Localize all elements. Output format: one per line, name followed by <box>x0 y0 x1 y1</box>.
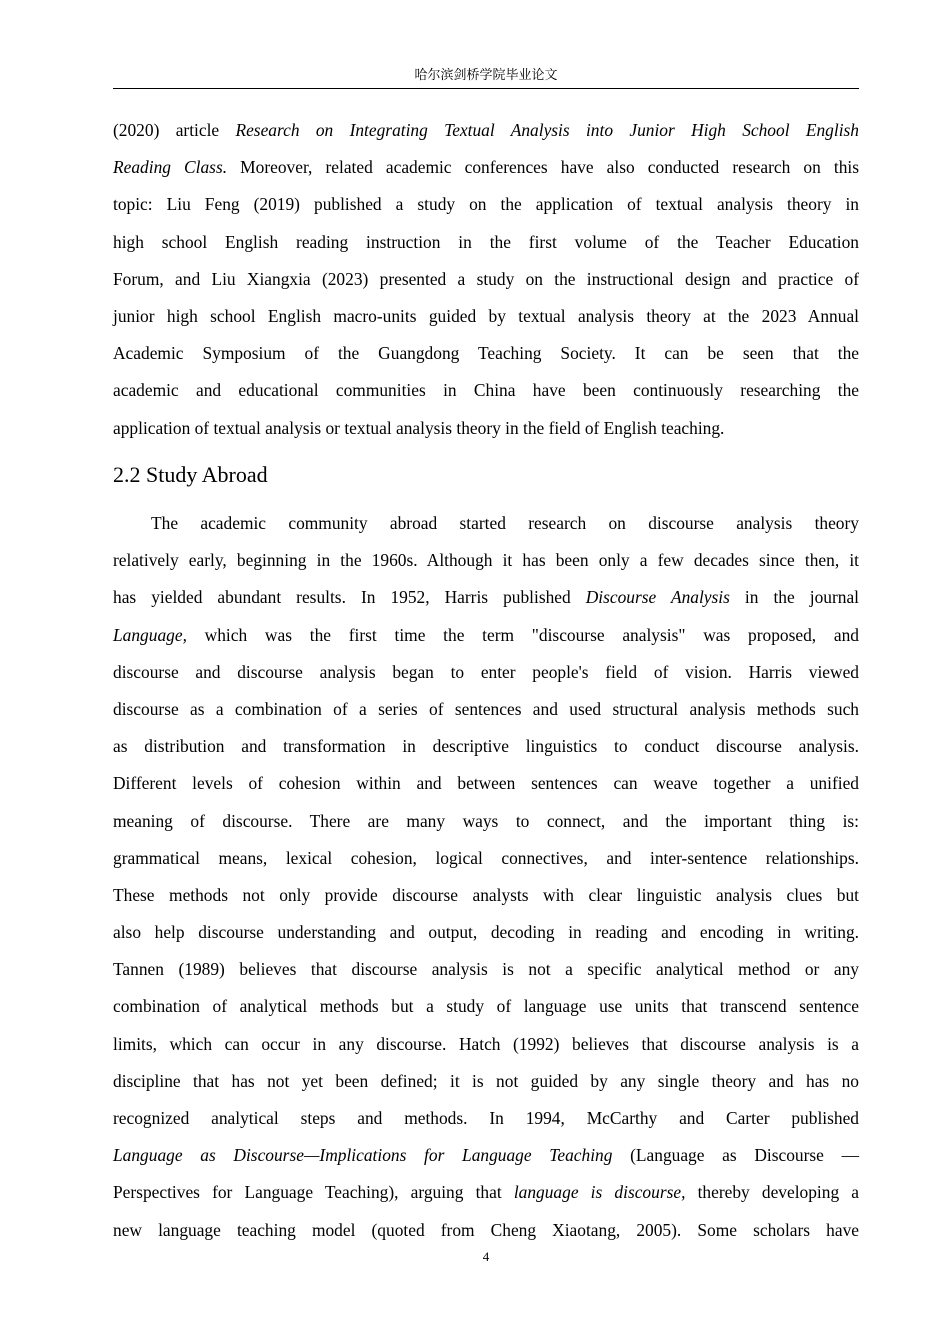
text-line <box>113 914 859 951</box>
text-run: relatively early, beginning in the 1960s. Although it has been only a few decades since then, it <box>113 550 859 571</box>
text-line <box>113 840 859 877</box>
italic-text: Language, <box>113 624 187 645</box>
paragraph-study-abroad <box>113 505 859 1249</box>
text-line <box>113 803 859 840</box>
text-line <box>113 1100 859 1137</box>
text-run: thereby developing a <box>685 1182 860 1203</box>
text-line <box>113 728 859 765</box>
text-line <box>113 298 859 335</box>
text-run: limits, which can occur in any discourse. Hatch (1992) believes that discourse analysis is a <box>113 1033 859 1054</box>
text-line <box>113 372 859 409</box>
text-line <box>113 149 859 186</box>
text-line <box>113 1026 859 1063</box>
text-line <box>113 951 859 988</box>
text-line <box>113 1063 859 1100</box>
text-run: meaning of discourse. There are many ways to connect, and the important thing is: <box>113 810 859 831</box>
text-line <box>113 1212 859 1249</box>
italic-text: Research on Integrating Textual Analysis into Junior High School English <box>235 120 859 140</box>
text-line <box>113 765 859 802</box>
text-run: These methods not only provide discourse analysts with clear linguistic analysis clues but <box>113 884 859 905</box>
text-run: topic: Liu Feng (2019) published a study on the application of textual analysis theory in <box>113 194 859 215</box>
text-line <box>113 410 859 447</box>
text-run: also help discourse understanding and output, decoding in reading and encoding in writing. <box>113 922 859 943</box>
italic-text: Language as Discourse—Implications for Language Teaching <box>113 1145 613 1166</box>
text-run: which was the first time the term "discourse analysis" was proposed, and <box>186 624 859 645</box>
section-heading: 2.2 Study Abroad <box>113 462 268 487</box>
paragraph-domestic-research <box>113 112 859 447</box>
text-line <box>113 579 859 616</box>
text-run: discourse and discourse analysis began to enter people's field of vision. Harris viewed <box>113 661 859 682</box>
text-line <box>113 542 859 579</box>
italic-text: language is discourse, <box>513 1182 686 1203</box>
text-run: as distribution and transformation in descriptive linguistics to conduct discourse analysis. <box>113 736 859 757</box>
text-line <box>113 988 859 1025</box>
text-run: discipline that has not yet been defined; it is not guided by any single theory and has no <box>113 1070 859 1091</box>
text-line <box>113 1174 859 1211</box>
text-run: has yielded abundant results. In 1952, Harris published <box>113 587 586 608</box>
text-run: Forum, and Liu Xiangxia (2023) presented a study on the instructional design and practice of <box>113 268 859 289</box>
text-run: Tannen (1989) believes that discourse analysis is not a specific analytical method or any <box>113 959 859 980</box>
text-run: combination of analytical methods but a study of language use units that transcend sentence <box>113 996 859 1017</box>
text-run: high school English reading instruction in the first volume of the Teacher Education <box>113 231 859 252</box>
text-run: grammatical means, lexical cohesion, logical connectives, and inter-sentence relationships. <box>113 847 859 868</box>
text-line <box>113 654 859 691</box>
text-line <box>113 617 859 654</box>
text-line <box>113 505 859 542</box>
text-line <box>113 186 859 223</box>
header-rule <box>113 88 859 89</box>
text-line <box>113 112 859 149</box>
text-line <box>113 877 859 914</box>
text-line <box>113 335 859 372</box>
italic-text: Discourse Analysis <box>585 587 730 608</box>
text-run: (Language as Discourse — <box>612 1145 859 1166</box>
text-line <box>113 261 859 298</box>
text-run: discourse as a combination of a series of sentences and used structural analysis methods such <box>113 698 859 719</box>
text-run: (2020) article <box>113 120 236 140</box>
text-run: in the journal <box>729 587 859 608</box>
text-run: new language teaching model (quoted from Cheng Xiaotang, 2005). Some scholars have <box>113 1219 859 1240</box>
page-header: 哈尔滨剑桥学院毕业论文 <box>414 67 558 82</box>
text-run: junior high school English macro-units guided by textual analysis theory at the 2023 Annual <box>113 305 859 326</box>
page-number: 4 <box>482 1249 490 1264</box>
text-run: academic and educational communities in China have been continuously researching the <box>113 380 859 401</box>
text-run: Perspectives for Language Teaching), arguing that <box>113 1182 514 1203</box>
text-line <box>113 224 859 261</box>
text-run: Different levels of cohesion within and between sentences can weave together a unified <box>113 773 859 794</box>
text-run: The academic community abroad started research on discourse analysis theory <box>151 513 859 533</box>
italic-text: Reading Class. <box>113 157 228 178</box>
text-line <box>113 1137 859 1174</box>
text-run: application of textual analysis or textual analysis theory in the field of English teaching. <box>113 417 725 438</box>
text-run: Moreover, related academic conferences have also conducted research on this <box>227 157 859 178</box>
text-run: Academic Symposium of the Guangdong Teaching Society. It can be seen that the <box>113 343 859 364</box>
text-line <box>113 691 859 728</box>
text-run: recognized analytical steps and methods. In 1994, McCarthy and Carter published <box>113 1108 859 1128</box>
